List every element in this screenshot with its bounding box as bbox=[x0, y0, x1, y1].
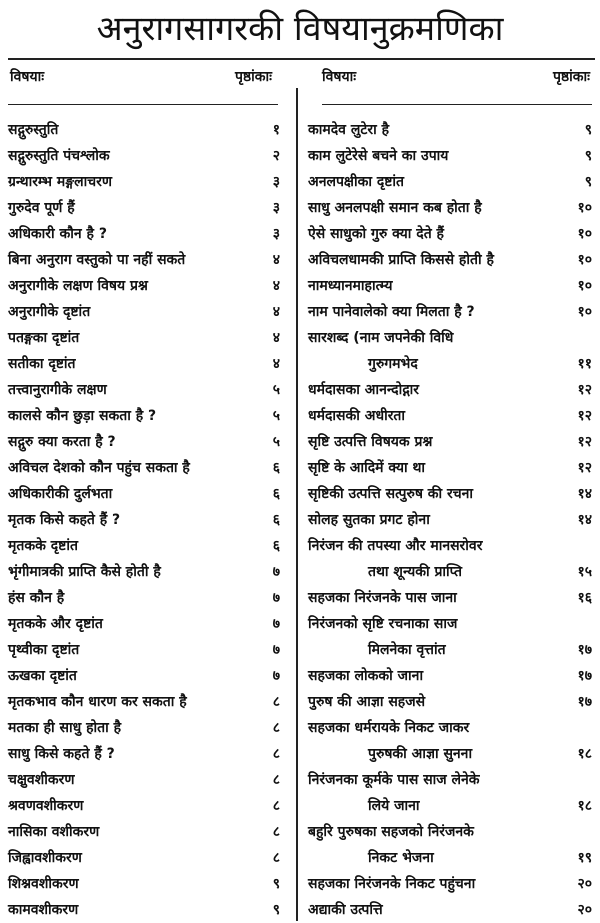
entry-title: बिना अनुराग वस्तुको पा नहीं सकते bbox=[8, 252, 186, 268]
contents-entry bbox=[8, 715, 280, 741]
contents-entry bbox=[308, 767, 592, 793]
entry-title: सहजका लोकको जाना bbox=[308, 668, 424, 684]
entry-page-number: १ bbox=[272, 122, 280, 138]
left-subject-header: विषयाः bbox=[10, 69, 45, 85]
entry-title: अनुरागीके लक्षण विषय प्रश्न bbox=[8, 278, 148, 294]
entry-title: अद्याकी उत्पत्ति bbox=[308, 902, 383, 918]
entry-title: निरंजनका कूर्मके पास साज लेनेके bbox=[308, 772, 480, 788]
entry-title: ऐसे साधुको गुरु क्या देते हैं bbox=[308, 226, 444, 242]
entry-title: गुरुगमभेद bbox=[368, 356, 418, 372]
entry-title: श्रवणवशीकरण bbox=[8, 798, 84, 814]
entry-page-number: ५ bbox=[272, 382, 280, 398]
right-contents-column bbox=[308, 117, 592, 923]
entry-page-number: १० bbox=[577, 278, 592, 294]
entry-page-number: ३ bbox=[272, 226, 280, 242]
entry-page-number: ७ bbox=[272, 616, 280, 632]
entry-page-number: १४ bbox=[577, 512, 592, 528]
entry-page-number: १९ bbox=[577, 850, 592, 866]
entry-title: सृष्टि के आदिमें क्या था bbox=[308, 460, 426, 476]
entry-title: अधिकारी कौन है ? bbox=[8, 226, 107, 242]
contents-entry bbox=[8, 819, 280, 845]
contents-entry bbox=[8, 793, 280, 819]
contents-entry bbox=[8, 299, 280, 325]
contents-entry-continuation bbox=[308, 351, 592, 377]
entry-page-number: १७ bbox=[577, 694, 592, 710]
entry-page-number: ९ bbox=[584, 122, 592, 138]
entry-title: सारशब्द (नाम जपनेकी विधि bbox=[308, 330, 454, 346]
entry-page-number: ६ bbox=[272, 538, 280, 554]
entry-page-number: १० bbox=[577, 200, 592, 216]
contents-entry bbox=[308, 689, 592, 715]
left-contents-column bbox=[8, 117, 280, 923]
entry-title: निरंजनको सृष्टि रचनाका साज bbox=[308, 616, 458, 632]
title-rule bbox=[8, 58, 595, 60]
entry-title: जिह्वावशीकरण bbox=[8, 850, 82, 866]
entry-page-number: ७ bbox=[272, 590, 280, 606]
entry-page-number: ९ bbox=[584, 148, 592, 164]
contents-entry bbox=[308, 143, 592, 169]
entry-page-number: १६ bbox=[577, 590, 592, 606]
entry-page-number: ५ bbox=[272, 434, 280, 450]
entry-page-number: ९ bbox=[272, 902, 280, 918]
contents-entry-continuation bbox=[308, 793, 592, 819]
contents-entry bbox=[8, 325, 280, 351]
contents-entry bbox=[8, 429, 280, 455]
contents-entry-continuation bbox=[308, 845, 592, 871]
contents-entry bbox=[308, 403, 592, 429]
contents-entry bbox=[8, 481, 280, 507]
entry-title: मृतकके दृष्टांत bbox=[8, 538, 78, 554]
entry-title: मृतकके और दृष्टांत bbox=[8, 616, 103, 632]
entry-title: हंस कौन है bbox=[8, 590, 65, 606]
contents-entry bbox=[308, 897, 592, 923]
entry-title: सद्गुरु क्या करता है ? bbox=[8, 434, 116, 450]
entry-title: काम लुटेरेसे बचने का उपाय bbox=[308, 148, 449, 164]
entry-page-number: ८ bbox=[272, 746, 280, 762]
entry-title: अविचलधामकी प्राप्ति किससे होती है bbox=[308, 252, 494, 268]
entry-title: कामदेव लुटेरा है bbox=[308, 122, 390, 138]
entry-page-number: १५ bbox=[577, 564, 592, 580]
entry-title: सोलह सुतका प्रगट होना bbox=[308, 512, 430, 528]
contents-entry bbox=[308, 169, 592, 195]
page-title: अनुरागसागरकी विषयानुक्रमणिका bbox=[96, 9, 504, 49]
entry-title: मिलनेका वृत्तांत bbox=[368, 642, 446, 658]
entry-title: निरंजन की तपस्या और मानसरोवर bbox=[308, 538, 483, 554]
entry-page-number: ७ bbox=[272, 668, 280, 684]
entry-page-number: ८ bbox=[272, 824, 280, 840]
entry-title: मतका ही साधु होता है bbox=[8, 720, 122, 736]
entry-title: मृतकभाव कौन धारण कर सकता है bbox=[8, 694, 187, 710]
contents-entry bbox=[308, 247, 592, 273]
contents-entry bbox=[8, 351, 280, 377]
entry-title: ग्रन्थारम्भ मङ्गलाचरण bbox=[8, 174, 112, 190]
column-divider bbox=[296, 88, 298, 921]
entry-page-number: ७ bbox=[272, 642, 280, 658]
contents-entry bbox=[308, 325, 592, 351]
entry-page-number: ४ bbox=[272, 278, 280, 294]
entry-title: ऊखका दृष्टांत bbox=[8, 668, 77, 684]
entry-title: नाम पानेवालेको क्या मिलता है ? bbox=[308, 304, 475, 320]
entry-page-number: २० bbox=[577, 876, 592, 892]
contents-entry bbox=[8, 611, 280, 637]
entry-title: शिश्नवशीकरण bbox=[8, 876, 79, 892]
contents-entry bbox=[8, 169, 280, 195]
contents-entry bbox=[8, 273, 280, 299]
contents-entry bbox=[8, 247, 280, 273]
contents-entry bbox=[8, 533, 280, 559]
entry-title: बहुरि पुरुषका सहजको निरंजनके bbox=[308, 824, 474, 840]
entry-page-number: ८ bbox=[272, 772, 280, 788]
entry-page-number: १० bbox=[577, 304, 592, 320]
left-page-header: पृष्ठांकाः bbox=[234, 69, 272, 85]
entry-page-number: २० bbox=[577, 902, 592, 918]
contents-entry bbox=[308, 611, 592, 637]
contents-entry bbox=[308, 715, 592, 741]
entry-title: अनुरागीके दृष्टांत bbox=[8, 304, 91, 320]
contents-entry bbox=[308, 481, 592, 507]
contents-entry-continuation bbox=[308, 559, 592, 585]
entry-title: सद्गुरुस्तुति bbox=[8, 122, 59, 138]
contents-entry bbox=[8, 767, 280, 793]
entry-title: नासिका वशीकरण bbox=[8, 824, 100, 840]
contents-entry bbox=[8, 871, 280, 897]
right-header-rule bbox=[322, 104, 592, 105]
contents-entry bbox=[8, 741, 280, 767]
entry-page-number: २ bbox=[272, 148, 280, 164]
contents-entry bbox=[8, 377, 280, 403]
contents-entry bbox=[8, 663, 280, 689]
entry-page-number: १२ bbox=[577, 460, 592, 476]
entry-title: सहजका निरंजनके निकट पहुंचना bbox=[308, 876, 476, 892]
entry-title: नामध्यानमाहात्म्य bbox=[308, 278, 393, 294]
entry-page-number: १० bbox=[577, 226, 592, 242]
entry-page-number: ११ bbox=[577, 356, 592, 372]
contents-entry bbox=[8, 559, 280, 585]
entry-title: चक्षुवशीकरण bbox=[8, 772, 75, 788]
entry-page-number: ३ bbox=[272, 174, 280, 190]
entry-title: कालसे कौन छुड़ा सकता है ? bbox=[8, 408, 157, 424]
entry-title: साधु किसे कहते हैं ? bbox=[8, 746, 115, 762]
contents-entry bbox=[308, 819, 592, 845]
entry-page-number: १२ bbox=[577, 408, 592, 424]
entry-title: अविचल देशको कौन पहुंच सकता है bbox=[8, 460, 190, 476]
entry-title: भृंगीमात्रकी प्राप्ति कैसे होती है bbox=[8, 564, 161, 580]
contents-entry bbox=[8, 117, 280, 143]
contents-entry bbox=[308, 585, 592, 611]
entry-page-number: ३ bbox=[272, 200, 280, 216]
contents-entry bbox=[308, 273, 592, 299]
contents-entry bbox=[8, 195, 280, 221]
contents-entry bbox=[308, 663, 592, 689]
entry-page-number: १२ bbox=[577, 382, 592, 398]
entry-page-number: ९ bbox=[272, 876, 280, 892]
contents-entry bbox=[308, 377, 592, 403]
entry-page-number: ७ bbox=[272, 564, 280, 580]
contents-entry bbox=[308, 871, 592, 897]
entry-page-number: ८ bbox=[272, 798, 280, 814]
contents-entry bbox=[8, 221, 280, 247]
left-header-rule bbox=[8, 104, 278, 105]
contents-entry bbox=[8, 403, 280, 429]
entry-page-number: ८ bbox=[272, 720, 280, 736]
entry-page-number: ८ bbox=[272, 850, 280, 866]
entry-page-number: ४ bbox=[272, 356, 280, 372]
contents-entry bbox=[8, 689, 280, 715]
entry-title: तथा शून्यकी प्राप्ति bbox=[368, 564, 462, 580]
entry-page-number: ४ bbox=[272, 304, 280, 320]
entry-title: पुरुष की आज्ञा सहजसे bbox=[308, 694, 426, 710]
entry-title: कामवशीकरण bbox=[8, 902, 79, 918]
contents-entry bbox=[308, 455, 592, 481]
contents-entry-continuation bbox=[308, 741, 592, 767]
contents-entry bbox=[8, 845, 280, 871]
right-page-header: पृष्ठांकाः bbox=[552, 69, 590, 85]
entry-page-number: १४ bbox=[577, 486, 592, 502]
entry-page-number: १७ bbox=[577, 642, 592, 658]
entry-title: सृष्टिकी उत्पत्ति सत्पुरुष की रचना bbox=[308, 486, 474, 502]
contents-entry bbox=[308, 507, 592, 533]
entry-page-number: ९ bbox=[584, 174, 592, 190]
contents-entry bbox=[8, 585, 280, 611]
entry-page-number: १२ bbox=[577, 434, 592, 450]
contents-entry bbox=[8, 897, 280, 923]
entry-title: लिये जाना bbox=[368, 798, 420, 814]
entry-page-number: १८ bbox=[577, 746, 592, 762]
entry-title: धर्मदासका आनन्दोद्गार bbox=[308, 382, 420, 398]
entry-title: निकट भेजना bbox=[368, 850, 434, 866]
contents-entry bbox=[8, 637, 280, 663]
entry-page-number: ५ bbox=[272, 408, 280, 424]
entry-page-number: १८ bbox=[577, 798, 592, 814]
contents-entry bbox=[308, 221, 592, 247]
entry-title: मृतक किसे कहते हैं ? bbox=[8, 512, 121, 528]
entry-title: तत्त्वानुरागीके लक्षण bbox=[8, 382, 107, 398]
entry-title: धर्मदासकी अधीरता bbox=[308, 408, 406, 424]
entry-page-number: ६ bbox=[272, 486, 280, 502]
contents-entry bbox=[308, 195, 592, 221]
entry-page-number: ८ bbox=[272, 694, 280, 710]
entry-title: पृथ्वीका दृष्टांत bbox=[8, 642, 80, 658]
entry-title: सद्गुरुस्तुति पंचश्लोक bbox=[8, 148, 110, 164]
entry-title: अनलपक्षीका दृष्टांत bbox=[308, 174, 405, 190]
entry-title: सृष्टि उत्पत्ति विषयक प्रश्न bbox=[308, 434, 433, 450]
entry-page-number: १७ bbox=[577, 668, 592, 684]
contents-entry bbox=[8, 143, 280, 169]
contents-entry bbox=[308, 299, 592, 325]
entry-page-number: १० bbox=[577, 252, 592, 268]
entry-page-number: ४ bbox=[272, 330, 280, 346]
entry-title: सहजका निरंजनके पास जाना bbox=[308, 590, 457, 606]
entry-title: सहजका धर्मरायके निकट जाकर bbox=[308, 720, 470, 736]
contents-entry bbox=[308, 533, 592, 559]
entry-title: अधिकारीकी दुर्लभता bbox=[8, 486, 113, 502]
entry-title: साधु अनलपक्षी समान कब होता है bbox=[308, 200, 482, 216]
entry-title: पुरुषकी आज्ञा सुनना bbox=[368, 746, 473, 762]
entry-page-number: ६ bbox=[272, 512, 280, 528]
right-subject-header: विषयाः bbox=[322, 69, 357, 85]
entry-title: पतङ्गका दृष्टांत bbox=[8, 330, 80, 346]
contents-entry bbox=[8, 507, 280, 533]
entry-page-number: ६ bbox=[272, 460, 280, 476]
entry-title: गुरुदेव पूर्ण हैं bbox=[8, 200, 75, 216]
contents-entry-continuation bbox=[308, 637, 592, 663]
contents-entry bbox=[308, 117, 592, 143]
entry-title: सतीका दृष्टांत bbox=[8, 356, 76, 372]
contents-entry bbox=[308, 429, 592, 455]
contents-entry bbox=[8, 455, 280, 481]
entry-page-number: ४ bbox=[272, 252, 280, 268]
